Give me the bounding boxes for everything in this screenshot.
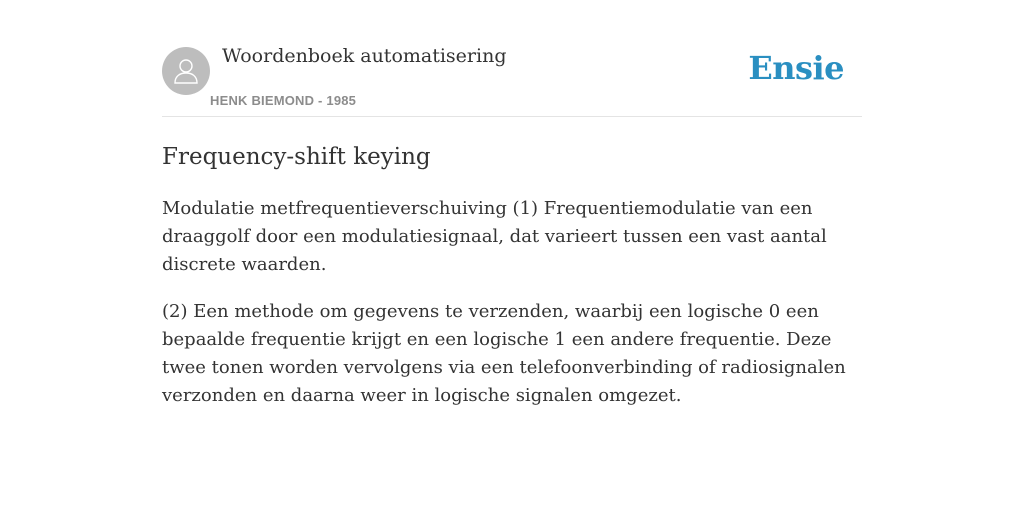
entry-card — [162, 0, 862, 410]
entry-term: Frequency-shift keying — [162, 144, 431, 170]
definition-paragraph: Modulatie metfrequentieverschuiving (1) Frequentiemodulatie van een draaggolf door een modulatiesignaal, dat varieert tussen een vast aantal discrete waarden. — [162, 198, 827, 275]
ensie-logo-link[interactable]: Ensie — [748, 49, 844, 87]
source-author-year: HENK BIEMOND - 1985 — [210, 93, 357, 108]
definition-paragraph: (2) Een methode om gegevens te verzenden, waarbij een logische 0 een bepaalde frequentie krijgt en een logische 1 een andere frequentie. Deze twee tonen worden vervolgens via een telefoonverbinding of radiosignalen verzonden en daarna weer in logische signalen omgezet. — [162, 301, 846, 406]
source-title[interactable]: Woordenboek automatisering — [222, 45, 507, 67]
entry-header — [162, 0, 862, 117]
user-avatar — [162, 47, 210, 95]
user-icon — [173, 57, 199, 85]
